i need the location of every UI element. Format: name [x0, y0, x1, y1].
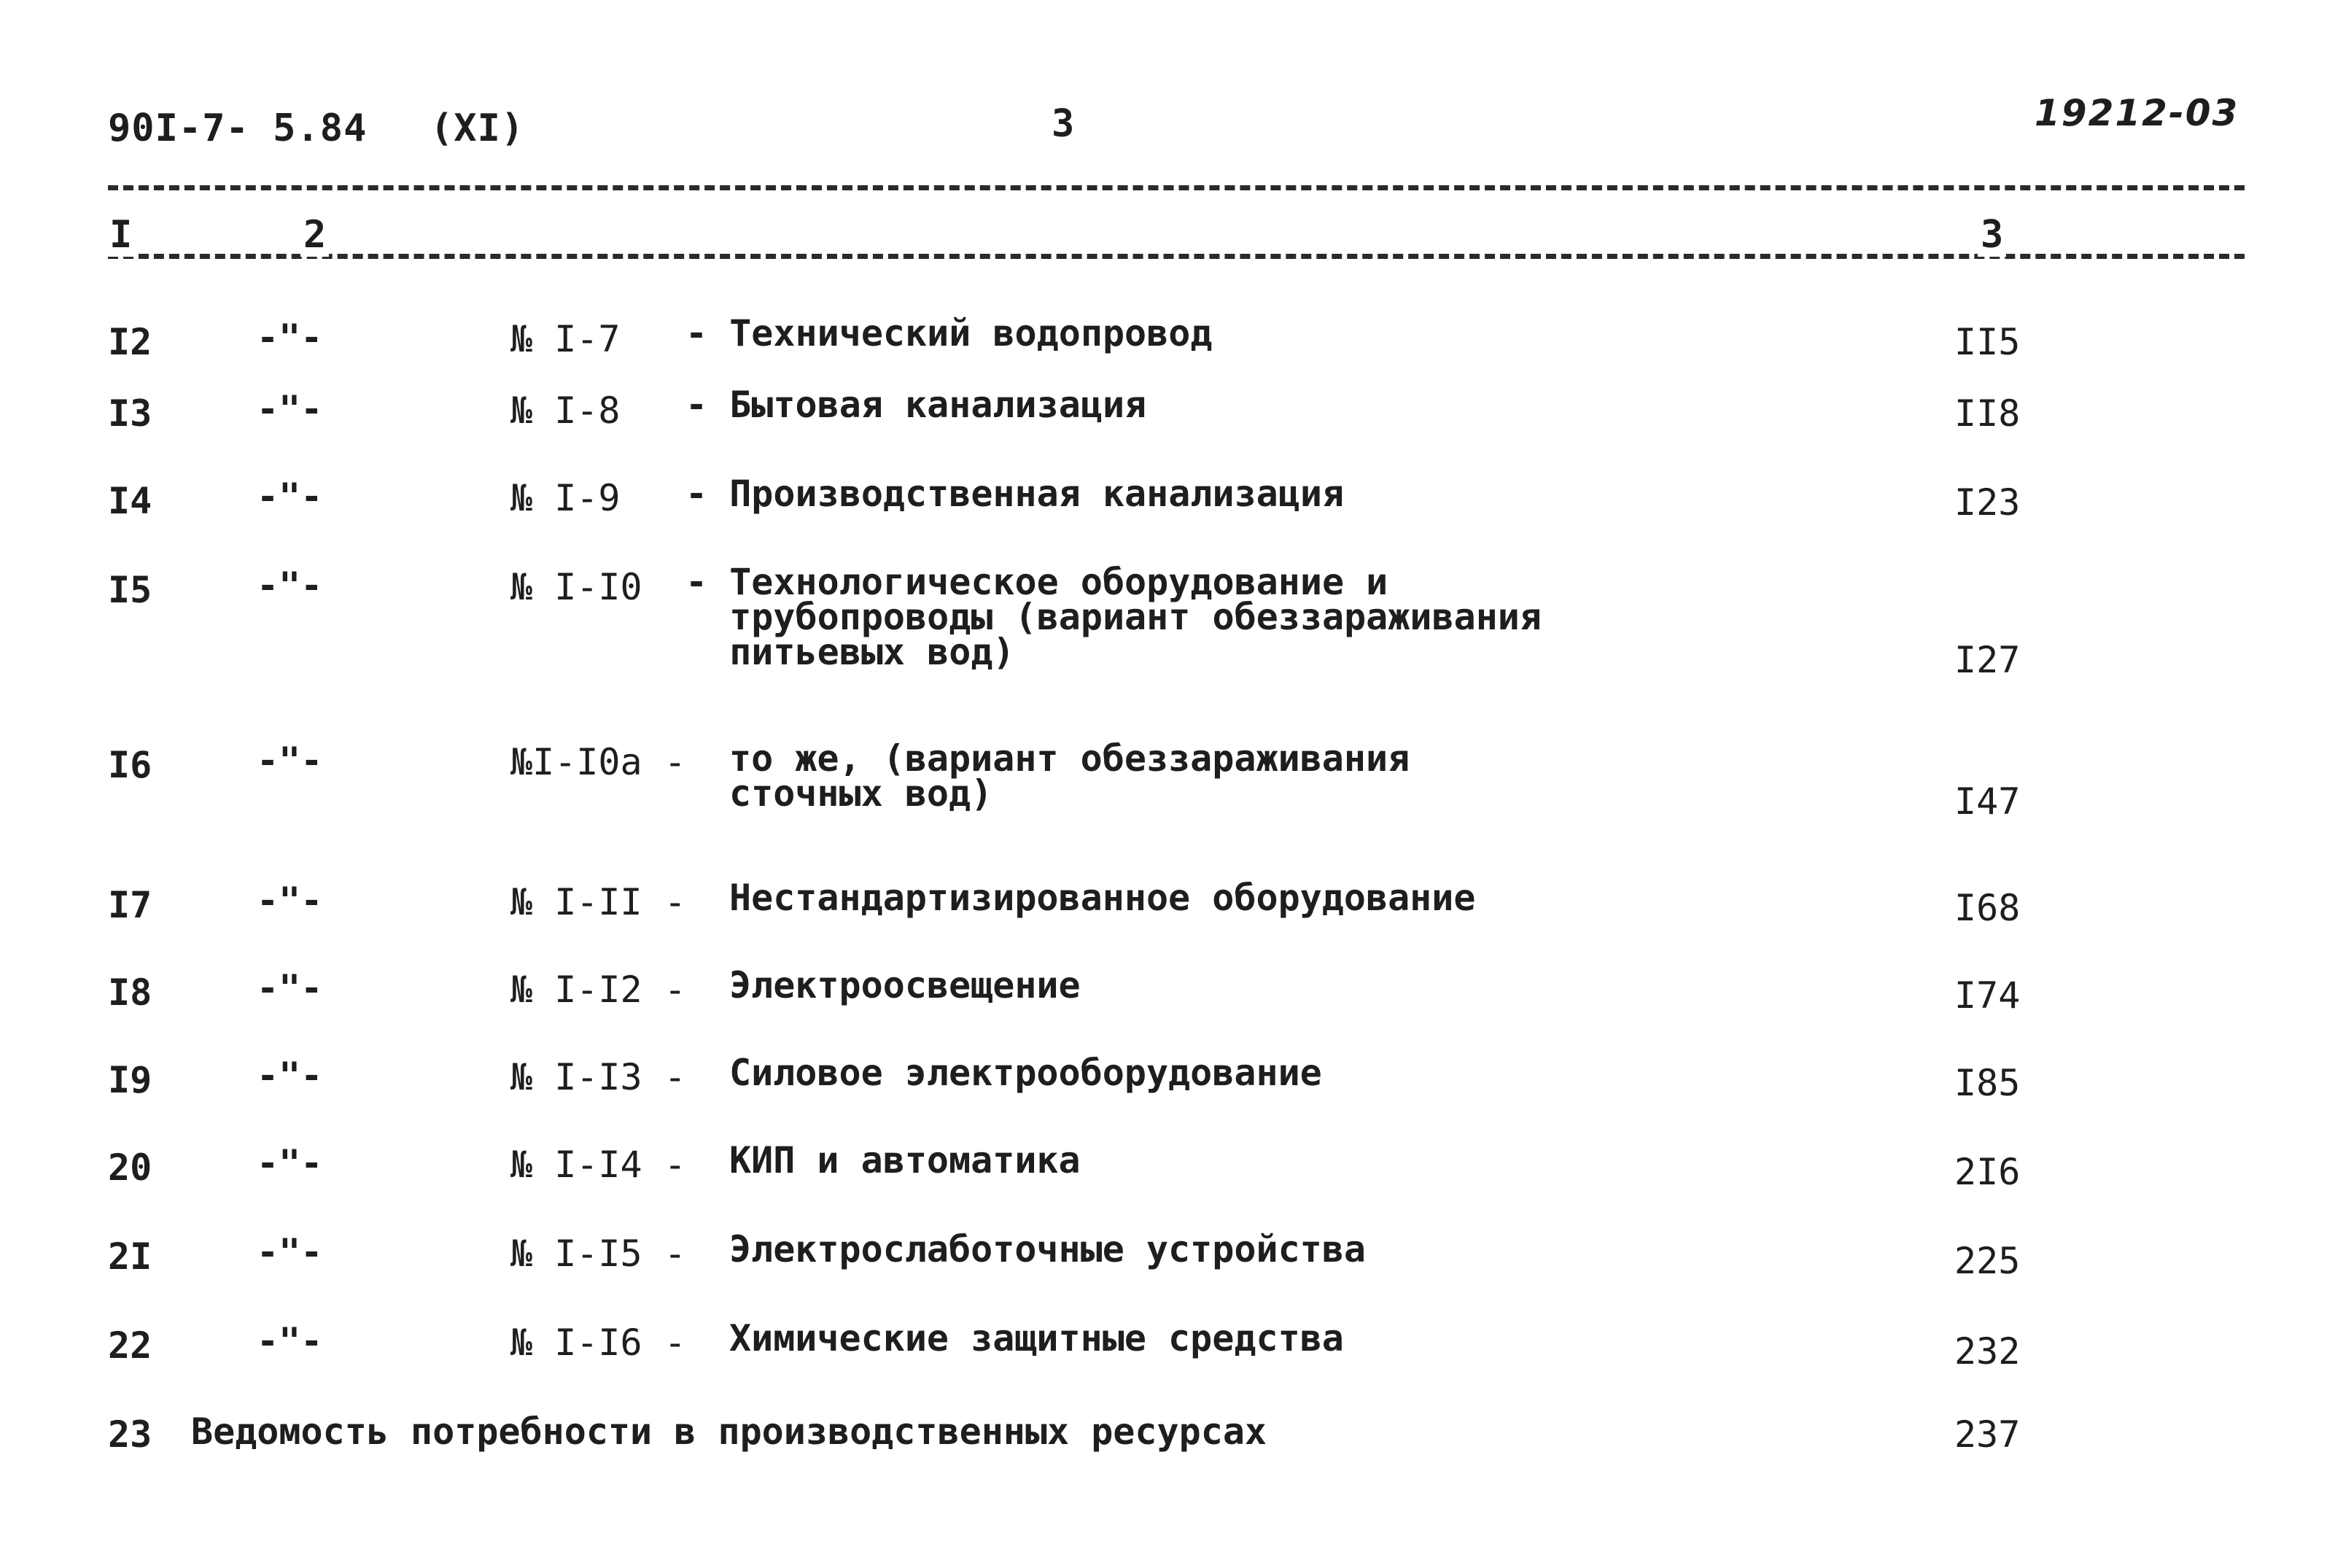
section-title: - Технический водопровод: [685, 312, 1213, 354]
row-number: 2I: [108, 1235, 152, 1278]
row-number: I3: [108, 392, 152, 435]
section-title: Электроосвещение: [729, 964, 1081, 1006]
section-code: № I-I5 -: [510, 1233, 686, 1275]
column-header-1: I: [106, 213, 135, 257]
section-title: - Производственная канализация: [685, 473, 1345, 515]
page-reference: I47: [1954, 780, 2021, 823]
ditto-mark: -"-: [257, 1142, 323, 1184]
row-number: I6: [108, 744, 152, 786]
row-number: I4: [108, 480, 152, 522]
section-code: № I-I0: [510, 566, 642, 608]
column-header-dashed-rule: [108, 254, 2245, 259]
section-title: то же, (вариант обеззараживания сточных вод): [729, 737, 1410, 815]
page-reference: I27: [1954, 639, 2021, 681]
doc-code: 90I-7- 5.84: [108, 106, 368, 150]
page-reference: 232: [1954, 1330, 2021, 1373]
ditto-mark: -"-: [257, 740, 323, 782]
row-number: I9: [108, 1059, 152, 1101]
page-reference: I85: [1954, 1062, 2021, 1104]
page-number: 3: [1052, 102, 1076, 146]
reference-number: 19212-03: [2035, 92, 2239, 134]
ditto-mark: -"-: [257, 564, 323, 607]
column-header-2: 2: [300, 213, 329, 257]
section-title: Ведомость потребности в производственных ресурсах: [191, 1410, 1267, 1453]
section-code: № I-8: [510, 389, 621, 432]
column-header-3: 3: [1978, 213, 2006, 257]
section-code: № I-II -: [510, 881, 686, 923]
top-dashed-rule: [108, 185, 2245, 190]
row-number: I7: [108, 884, 152, 926]
section-code: № I-7: [510, 318, 621, 360]
section-title: Электрослаботочные устройства: [729, 1228, 1366, 1270]
section-code: № I-I3 -: [510, 1056, 686, 1098]
page-reference: I68: [1954, 887, 2021, 929]
ditto-mark: -"-: [257, 1055, 323, 1097]
section-code: № I-I6 -: [510, 1321, 686, 1364]
page-reference: II5: [1954, 321, 2021, 363]
ditto-mark: -"-: [257, 1231, 323, 1273]
section-title: - Бытовая канализация: [685, 384, 1147, 426]
ditto-mark: -"-: [257, 388, 323, 430]
ditto-mark: -"-: [257, 1320, 323, 1362]
section-code: №I-I0а -: [510, 741, 686, 783]
section-code: № I-I4 -: [510, 1144, 686, 1186]
row-number: I2: [108, 321, 152, 363]
row-number: 22: [108, 1324, 152, 1367]
row-number: I8: [108, 971, 152, 1014]
page-reference: 225: [1954, 1240, 2021, 1282]
section-title: Силовое электрооборудование: [729, 1052, 1322, 1094]
section-code: № I-I2 -: [510, 969, 686, 1011]
ditto-mark: -"-: [257, 317, 323, 359]
section-title: Химические защитные средства: [729, 1317, 1344, 1359]
page-reference: I74: [1954, 974, 2021, 1017]
ditto-mark: -"-: [257, 476, 323, 518]
section-title: КИП и автоматика: [729, 1139, 1081, 1181]
page-reference: 237: [1954, 1413, 2021, 1456]
row-number: I5: [108, 569, 152, 611]
section-title: Нестандартизированное оборудование: [729, 877, 1476, 919]
album-number: (XI): [430, 106, 525, 150]
row-number: 20: [108, 1146, 152, 1189]
ditto-mark: -"-: [257, 880, 323, 922]
page-reference: II8: [1954, 392, 2021, 435]
section-title: - Технологическое оборудование и трубопроводы (вариант обеззараживания питьевых вод): [685, 561, 1542, 673]
page-reference: 2I6: [1954, 1151, 2021, 1193]
section-code: № I-9: [510, 477, 621, 519]
row-number: 23: [108, 1413, 152, 1456]
page-reference: I23: [1954, 481, 2021, 524]
ditto-mark: -"-: [257, 967, 323, 1009]
